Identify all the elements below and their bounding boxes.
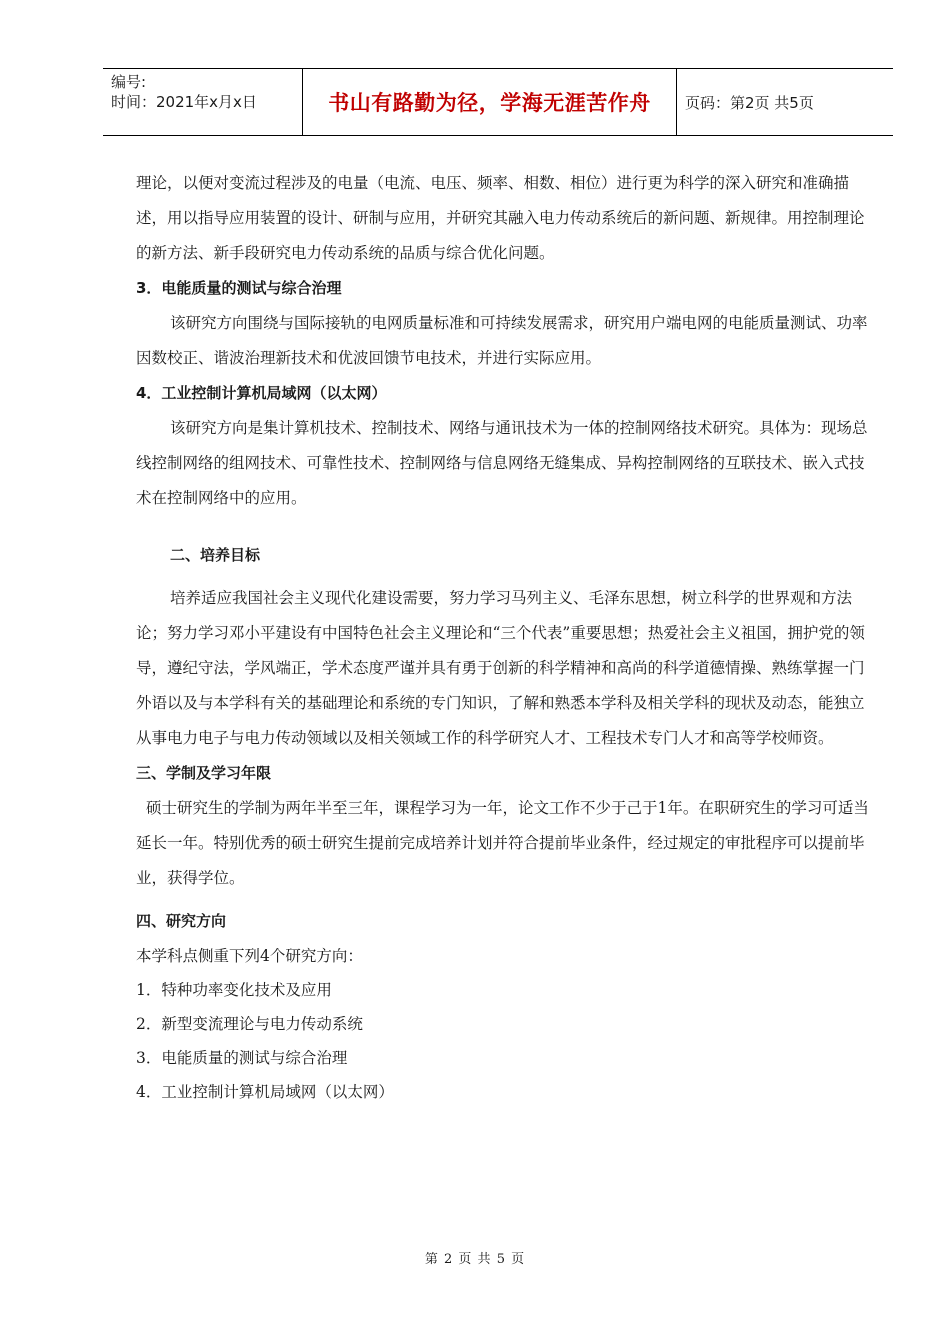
section-3-title: 三、学制及学习年限 (136, 764, 272, 782)
page-header (103, 68, 893, 136)
intro-paragraph: 理论，以便对变流过程涉及的电量（电流、电压、频率、相数、相位）进行更为科学的深入研究和准确描述，用以指导应用装置的设计、研制与应用，并研究其融入电力传动系统后的新问题、新规律。用控制理论的新方法、新手段研究电力传动系统的品质与综合优化问题。 (136, 174, 865, 262)
section-4-title: 四、研究方向 (136, 912, 227, 930)
header-page-info: 页码：第2页 共5页 (685, 93, 814, 112)
direction-3-paragraph: 该研究方向围绕与国际接轨的电网质量标准和可持续发展需求，研究用户端电网的电能质量测试、功率因数校正、谐波治理新技术和优波回馈节电技术，并进行实际应用。 (136, 314, 868, 367)
section-3-paragraph: 硕士研究生的学制为两年半至三年，课程学习为一年，论文工作不少于己于1年。在职研究生的学习可适当延长一年。特别优秀的硕士研究生提前完成培养计划并符合提前毕业条件，经过规定的审批程序可以提前毕业，获得学位。 (136, 799, 869, 887)
number-label: 编号: (111, 73, 147, 91)
time-label: 时间：2021年x月x日 (111, 93, 257, 111)
page-footer: 第 2 页 共 5 页 (424, 1252, 526, 1267)
section-2-paragraph: 培养适应我国社会主义现代化建设需要，努力学习马列主义、毛泽东思想，树立科学的世界观和方法论；努力学习邓小平建设有中国特色社会主义理论和“三个代表”重要思想；热爱社会主义祖国，拥护党的领导，遵纪守法，学风端正，学术态度严谨并具有勇于创新的科学精神和高尚的科学道德情操、熟练掌握一门外语以及与本学科有关的基础理论和系统的专门知识，了解和熟悉本学科及相关学科的现状及动态，能独立从事电力电子与电力传动领域以及相关领域工作的科学研究人才、工程技术专门人才和高等学校师资。 (136, 589, 865, 747)
list-item: 1．特种功率变化技术及应用 (136, 981, 332, 999)
direction-4-paragraph: 该研究方向是集计算机技术、控制技术、网络与通讯技术为一体的控制网络技术研究。具体为：现场总线控制网络的组网技术、可靠性技术、控制网络与信息网络无缝集成、异构控制网络的互联技术、嵌入式技术在控制网络中的应用。 (136, 419, 868, 507)
section-2-title: 二、培养目标 (170, 546, 261, 564)
direction-3-heading: 3．电能质量的测试与综合治理 (136, 279, 342, 297)
section-4-intro: 本学科点侧重下列4个研究方向： (136, 947, 363, 965)
list-item: 3．电能质量的测试与综合治理 (136, 1049, 348, 1067)
list-item: 4．工业控制计算机局域网（以太网） (136, 1083, 394, 1101)
list-item: 2．新型变流理论与电力传动系统 (136, 1015, 363, 1033)
document-body (136, 166, 871, 1109)
direction-4-heading: 4．工业控制计算机局域网（以太网） (136, 384, 387, 402)
header-motto: 书山有路勤为径，学海无涯苦作舟 (303, 69, 677, 135)
header-meta (103, 69, 303, 135)
